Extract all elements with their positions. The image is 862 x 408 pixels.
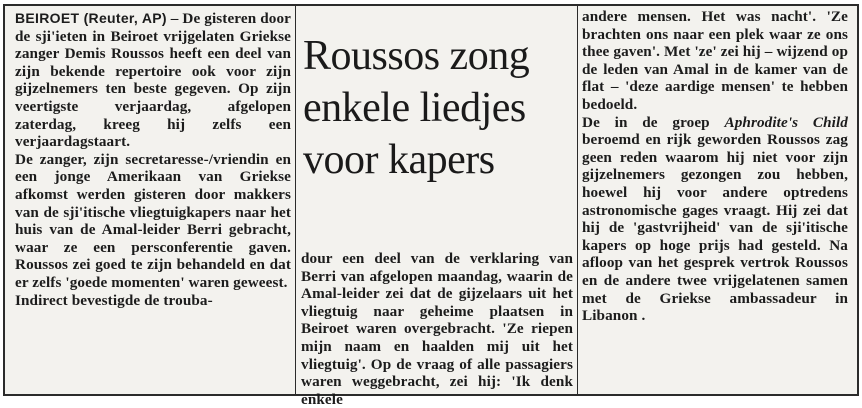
column-divider xyxy=(295,6,296,394)
paragraph-text: beroemd en rijk geworden Roussos zag geen reden waarom hij niet voor zijn gijzelnemers gezongen zou hebben, hoewel hij voor andere optredens astronomische gages vraagt. Hij zei dat hij de 'gastvrijheid' van de sji'itische kapers op hoge prijs had gesteld. Na afloop van het gesprek vertrok Roussos en de andere twee vrijgelatenen samen met de Griekse ambassadeur in Libanon . xyxy=(582,131,848,325)
column-divider xyxy=(577,6,578,394)
article-column-2 xyxy=(301,250,573,408)
paragraph-text: – De gisteren door de sji'ieten in Beiroet vrijgelaten Griekse zanger Demis Roussos heeft een deel van zijn bekende repertoire ook voor zijn gijzelnemers ten beste gegeven. Op zijn veertigste verjaardag, afgelopen zaterdag, kreeg hij zelfs een verjaardagstaart. xyxy=(15,10,291,151)
dateline: BEIROET (Reuter, AP) xyxy=(15,10,167,26)
paragraph-text: De in de groep xyxy=(582,113,725,131)
headline xyxy=(303,30,573,186)
paragraph: andere mensen. Het was nacht'. 'Ze brachten ons naar een plek waar ze ons thee gaven'. Met 'ze' zei hij – wijzend op de leden van Amal in de kamer van de flat – 'deze aardige mensen' te hebben bedoeld. xyxy=(582,8,848,113)
paragraph: Indirect bevestigde de trouba- xyxy=(15,291,213,309)
paragraph: De zanger, zijn secretaresse-/vriendin en een jonge Amerikaan van Griekse afkomst werden gisteren door makkers van de sji'itische vliegtuigkapers naar het huis van de Amal-leider Berri gebracht, waar ze een persconferentie gaven. Roussos zei goed te zijn behandeld en dat er zelfs 'goede momenten' waren geweest. xyxy=(15,150,291,291)
headline-line: voor kapers xyxy=(303,137,495,183)
article-column-3 xyxy=(582,8,848,325)
paragraph xyxy=(582,114,848,325)
paragraph: dour een deel van de verklaring van Berri van afgelopen maandag, waarin de Amal-leider zei dat de gijzelaars uit het vliegtuig naar geheime plaatsen in Beiroet waren overgebracht. 'Ze riepen mijn naam en haalden mij uit het vliegtuig'. Op de vraag of alle passagiers waren weggebracht, zei hij: 'Ik denk enkele xyxy=(301,250,573,408)
paragraph xyxy=(15,10,291,151)
article-column-1 xyxy=(15,10,291,309)
headline-line: enkele liedjes xyxy=(303,85,526,131)
newspaper-clipping xyxy=(3,4,859,408)
band-name: Aphrodite's Child xyxy=(724,113,848,131)
headline-line: Roussos zong xyxy=(303,33,530,79)
